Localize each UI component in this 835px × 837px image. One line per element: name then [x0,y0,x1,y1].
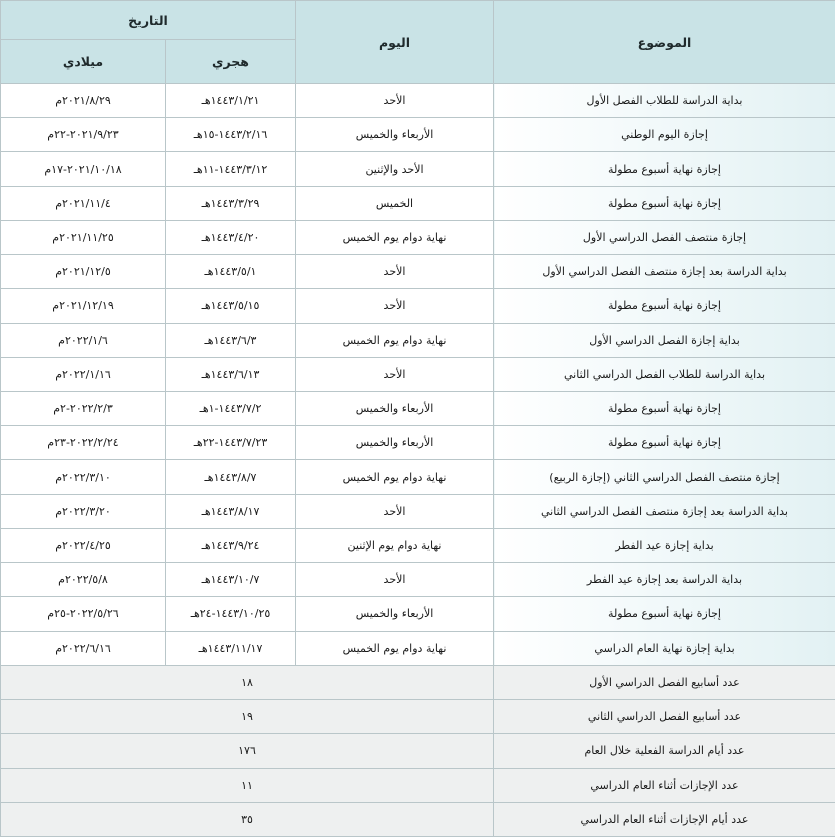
table-row [1,289,835,323]
topic-cell: بداية الدراسة للطلاب الفصل الدراسي الثاني [494,357,835,391]
summary-value: ١٩ [1,700,494,734]
hijri-date-cell: ١٤٤٣/١٠/٢٥-٢٤هـ [166,597,296,631]
day-cell: نهاية دوام يوم الإثنين [296,528,494,562]
gregorian-date-cell: ٢٠٢٢/٥/٢٦-٢٥م [1,597,166,631]
gregorian-date-cell: ٢٠٢١/٩/٢٣-٢٢م [1,118,166,152]
hijri-date-cell: ١٤٤٣/٩/٢٤هـ [166,528,296,562]
summary-value: ١١ [1,768,494,802]
topic-cell: إجازة نهاية أسبوع مطولة [494,186,835,220]
hijri-date-cell: ١٤٤٣/٦/٣هـ [166,323,296,357]
hijri-date-cell: ١٤٤٣/١/٢١هـ [166,84,296,118]
hijri-date-cell: ١٤٤٣/٤/٢٠هـ [166,220,296,254]
table-row [1,597,835,631]
table-row [1,631,835,665]
day-cell: نهاية دوام يوم الخميس [296,631,494,665]
summary-row [1,700,835,734]
day-cell: الأحد [296,357,494,391]
topic-cell: بداية إجازة نهاية العام الدراسي [494,631,835,665]
gregorian-date-cell: ٢٠٢٢/٤/٢٥م [1,528,166,562]
hijri-date-cell: ١٤٤٣/٨/١٧هـ [166,494,296,528]
table-row [1,152,835,186]
table-row [1,426,835,460]
day-cell: نهاية دوام يوم الخميس [296,220,494,254]
summary-label: عدد أيام الإجازات أثناء العام الدراسي [494,802,835,836]
gregorian-date-cell: ٢٠٢١/١٠/١٨-١٧م [1,152,166,186]
day-cell: الأحد والإثنين [296,152,494,186]
summary-value: ٣٥ [1,802,494,836]
topic-cell: بداية الدراسة بعد إجازة عيد الفطر [494,563,835,597]
gregorian-date-cell: ٢٠٢٢/٢/٣-٢م [1,391,166,425]
summary-label: عدد أسابيع الفصل الدراسي الثاني [494,700,835,734]
day-header: اليوم [296,1,494,84]
summary-label: عدد أسابيع الفصل الدراسي الأول [494,665,835,699]
hijri-date-cell: ١٤٤٣/٧/٢-١هـ [166,391,296,425]
summary-label: عدد أيام الدراسة الفعلية خلال العام [494,734,835,768]
hijri-date-cell: ١٤٤٣/٣/١٢-١١هـ [166,152,296,186]
day-cell: الأحد [296,563,494,597]
day-cell: نهاية دوام يوم الخميس [296,323,494,357]
hijri-date-cell: ١٤٤٣/٥/١٥هـ [166,289,296,323]
day-cell: الأحد [296,494,494,528]
summary-label: عدد الإجازات أثناء العام الدراسي [494,768,835,802]
topic-cell: إجازة نهاية أسبوع مطولة [494,289,835,323]
summary-row [1,802,835,836]
hijri-date-cell: ١٤٤٣/٢/١٦-١٥هـ [166,118,296,152]
hijri-date-cell: ١٤٤٣/٣/٢٩هـ [166,186,296,220]
day-cell: الأربعاء والخميس [296,391,494,425]
gregorian-date-cell: ٢٠٢١/١١/٤م [1,186,166,220]
table-row [1,84,835,118]
table-row [1,460,835,494]
hijri-date-cell: ١٤٤٣/٦/١٣هـ [166,357,296,391]
summary-value: ١٧٦ [1,734,494,768]
topic-cell: إجازة نهاية أسبوع مطولة [494,426,835,460]
topic-header: الموضوع [494,1,835,84]
table-row [1,528,835,562]
table-row [1,255,835,289]
table-row [1,391,835,425]
hijri-date-cell: ١٤٤٣/١١/١٧هـ [166,631,296,665]
table-row [1,186,835,220]
topic-cell: إجازة نهاية أسبوع مطولة [494,597,835,631]
gregorian-date-cell: ٢٠٢٢/١/١٦م [1,357,166,391]
gregorian-date-cell: ٢٠٢٢/٢/٢٤-٢٣م [1,426,166,460]
gregorian-date-cell: ٢٠٢٢/٣/١٠م [1,460,166,494]
topic-cell: بداية إجازة عيد الفطر [494,528,835,562]
summary-row [1,768,835,802]
gregorian-date-cell: ٢٠٢١/١٢/٥م [1,255,166,289]
table-row [1,220,835,254]
table-row [1,118,835,152]
gregorian-date-cell: ٢٠٢٢/١/٦م [1,323,166,357]
summary-row [1,665,835,699]
topic-cell: بداية الدراسة بعد إجازة منتصف الفصل الدراسي الأول [494,255,835,289]
topic-cell: بداية الدراسة للطلاب الفصل الأول [494,84,835,118]
hijri-date-cell: ١٤٤٣/٨/٧هـ [166,460,296,494]
topic-cell: إجازة نهاية أسبوع مطولة [494,152,835,186]
day-cell: الأحد [296,84,494,118]
table-row [1,357,835,391]
day-cell: الأحد [296,255,494,289]
gregorian-date-cell: ٢٠٢٢/٦/١٦م [1,631,166,665]
topic-cell: إجازة اليوم الوطني [494,118,835,152]
calendar-rows [1,84,835,666]
topic-cell: إجازة منتصف الفصل الدراسي الثاني (إجازة الربيع) [494,460,835,494]
day-cell: الخميس [296,186,494,220]
topic-cell: بداية إجازة الفصل الدراسي الأول [494,323,835,357]
gregorian-date-cell: ٢٠٢١/١٢/١٩م [1,289,166,323]
day-cell: الأربعاء والخميس [296,118,494,152]
day-cell: الأربعاء والخميس [296,426,494,460]
gregorian-date-cell: ٢٠٢١/٨/٢٩م [1,84,166,118]
table-row [1,494,835,528]
summary-rows [1,665,835,836]
day-cell: الأربعاء والخميس [296,597,494,631]
day-cell: نهاية دوام يوم الخميس [296,460,494,494]
topic-cell: بداية الدراسة بعد إجازة منتصف الفصل الدراسي الثاني [494,494,835,528]
gregorian-date-cell: ٢٠٢١/١١/٢٥م [1,220,166,254]
gregorian-date-cell: ٢٠٢٢/٣/٢٠م [1,494,166,528]
table-row [1,323,835,357]
hijri-date-cell: ١٤٤٣/١٠/٧هـ [166,563,296,597]
topic-cell: إجازة نهاية أسبوع مطولة [494,391,835,425]
hijri-header: هجري [166,40,296,84]
hijri-date-cell: ١٤٤٣/٥/١هـ [166,255,296,289]
summary-row [1,734,835,768]
topic-cell: إجازة منتصف الفصل الدراسي الأول [494,220,835,254]
summary-value: ١٨ [1,665,494,699]
gregorian-date-cell: ٢٠٢٢/٥/٨م [1,563,166,597]
hijri-date-cell: ١٤٤٣/٧/٢٣-٢٢هـ [166,426,296,460]
gregorian-header: ميلادي [1,40,166,84]
date-group-header: التاريخ [1,1,296,40]
day-cell: الأحد [296,289,494,323]
table-row [1,563,835,597]
